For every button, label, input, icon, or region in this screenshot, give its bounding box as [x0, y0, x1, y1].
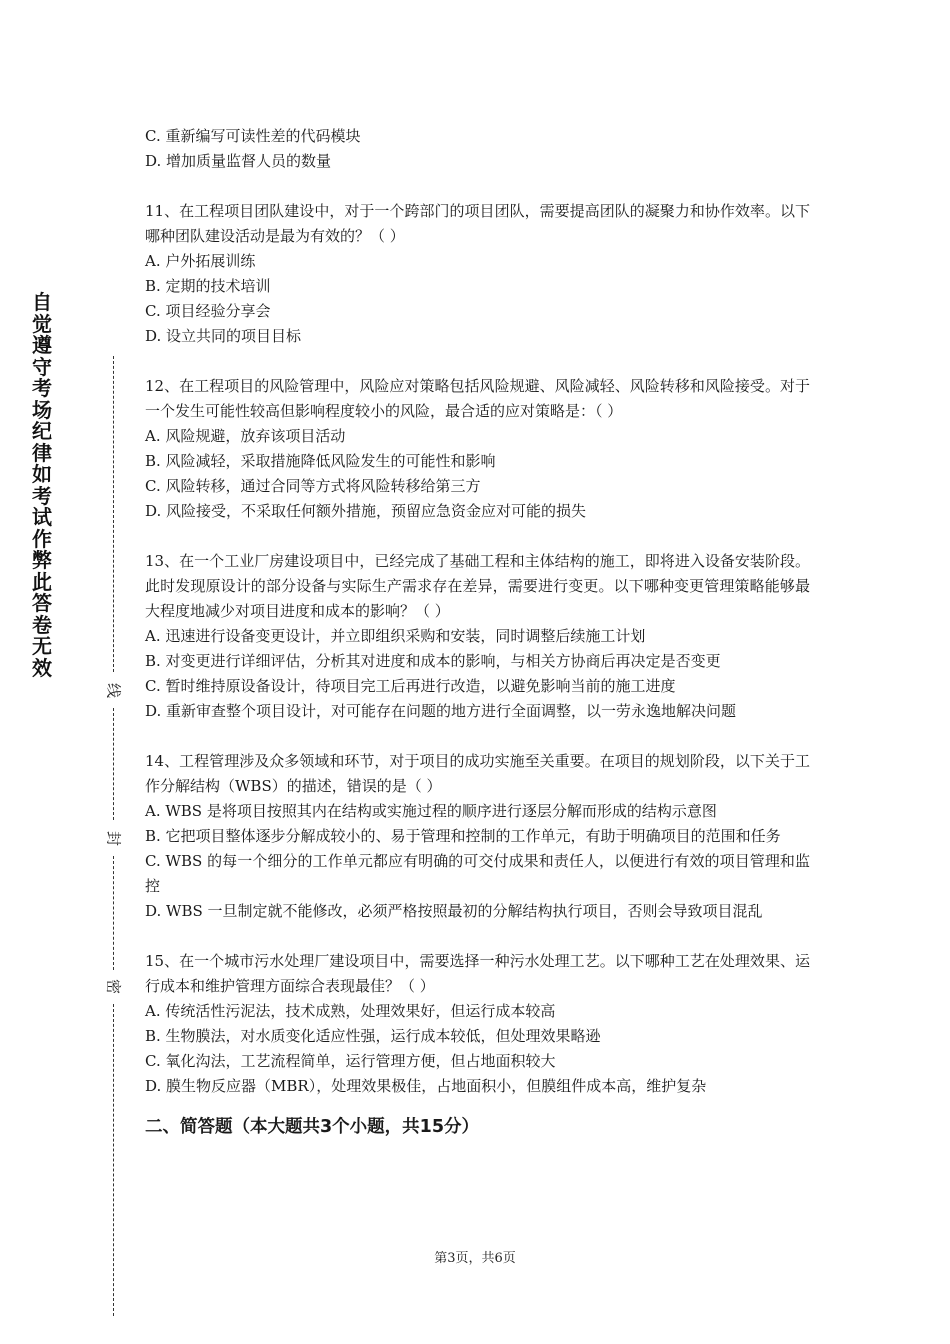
option-line: B. 定期的技术培训 — [145, 277, 271, 295]
question-stem: 14、工程管理涉及众多领域和环节，对于项目的成功实施至关重要。在项目的规划阶段，以下关于工作分解结构（WBS）的描述，错误的是（ ） — [145, 752, 810, 795]
seal-dashed-line-top — [113, 356, 114, 672]
option-line: C. 氧化沟法，工艺流程简单，运行管理方便，但占地面积较大 — [145, 1052, 556, 1070]
question-13 — [145, 549, 810, 724]
option-line: A. 风险规避，放弃该项目活动 — [145, 427, 346, 445]
question-12 — [145, 374, 810, 524]
option-line: D. 膜生物反应器（MBR），处理效果极佳，占地面积小，但膜组件成本高，维护复杂 — [145, 1077, 707, 1095]
option-line: D. 风险接受，不采取任何额外措施，预留应急资金应对可能的损失 — [145, 502, 587, 520]
section-title: 二、简答题（本大题共3个小题，共15分） — [145, 1117, 480, 1137]
seal-dashed-line-lower — [113, 856, 114, 970]
option-line: A. 传统活性污泥法，技术成熟，处理效果好，但运行成本较高 — [145, 1002, 556, 1020]
question-stem: 15、在一个城市污水处理厂建设项目中，需要选择一种污水处理工艺。以下哪种工艺在处理效果、运行成本和维护管理方面综合表现最佳？（ ） — [145, 952, 810, 995]
seal-dashed-line-bottom — [113, 1004, 114, 1316]
option-line: A. 迅速进行设备变更设计，并立即组织采购和安装，同时调整后续施工计划 — [145, 627, 646, 645]
carryover-options — [145, 124, 810, 174]
notice-char: 效 — [32, 655, 52, 680]
option-line: D. 重新审查整个项目设计，对可能存在问题的地方进行全面调整，以一劳永逸地解决问题 — [145, 702, 737, 720]
option-line: B. 它把项目整体逐步分解成较小的、易于管理和控制的工作单元，有助于明确项目的范围和任务 — [145, 827, 781, 845]
exam-discipline-notice — [30, 292, 54, 679]
question-14 — [145, 749, 810, 924]
notice-char: 守 — [32, 354, 52, 379]
notice-char: 如 — [32, 462, 52, 486]
option-line: D. WBS 一旦制定就不能修改，必须严格按照最初的分解结构执行项目，否则会导致项目混乱 — [145, 902, 763, 920]
page-number: 第3页，共6页 — [434, 1251, 516, 1266]
option-line: D. 设立共同的项目目标 — [145, 327, 302, 345]
option-line: C. 重新编写可读性差的代码模块 — [145, 127, 361, 145]
notice-char: 弊 — [32, 548, 52, 572]
notice-char: 遵 — [32, 333, 52, 357]
question-stem: 12、在工程项目的风险管理中，风险应对策略包括风险规避、风险减轻、风险转移和风险接受。对于一个发生可能性较高但影响程度较小的风险，最合适的应对策略是：（ ） — [145, 377, 810, 420]
option-line: B. 风险减轻，采取措施降低风险发生的可能性和影响 — [145, 452, 496, 470]
notice-char: 纪 — [32, 419, 52, 443]
notice-char: 此 — [32, 569, 52, 594]
option-line: A. 户外拓展训练 — [145, 252, 256, 270]
seal-close-label: 密 — [104, 978, 123, 994]
option-line: D. 增加质量监督人员的数量 — [145, 152, 332, 170]
notice-char: 考 — [32, 376, 52, 400]
option-line: C. 项目经验分享会 — [145, 302, 271, 320]
notice-char: 律 — [32, 440, 52, 465]
question-11 — [145, 199, 810, 349]
notice-char: 答 — [32, 591, 52, 615]
seal-dashed-line-middle — [113, 708, 114, 820]
notice-char: 自 — [32, 290, 52, 314]
question-15 — [145, 949, 810, 1099]
notice-char: 作 — [32, 526, 52, 551]
notice-char: 无 — [32, 634, 52, 658]
notice-char: 考 — [32, 483, 52, 508]
option-line: C. WBS 的每一个细分的工作单元都应有明确的可交付成果和责任人，以便进行有效的项目管理和监控 — [145, 852, 810, 895]
option-line: A. WBS 是将项目按照其内在结构或实施过程的顺序进行逐层分解而形成的结构示意图 — [145, 802, 717, 820]
option-line: B. 生物膜法，对水质变化适应性强，运行成本较低，但处理效果略逊 — [145, 1027, 601, 1045]
option-line: C. 暂时维持原设备设计，待项目完工后再进行改造，以避免影响当前的施工进度 — [145, 677, 676, 695]
exam-content — [145, 124, 810, 1140]
notice-char: 场 — [32, 397, 52, 422]
option-line: B. 对变更进行详细评估，分析其对进度和成本的影响，与相关方协商后再决定是否变更 — [145, 652, 721, 670]
notice-char: 觉 — [32, 311, 52, 336]
question-stem: 13、在一个工业厂房建设项目中，已经完成了基础工程和主体结构的施工，即将进入设备安装阶段。此时发现原设计的部分设备与实际生产需求存在差异，需要进行变更。以下哪种变更管理策略能够最大程度地减少对项目进度和成本的影响？（ ） — [145, 552, 810, 620]
option-line: C. 风险转移，通过合同等方式将风险转移给第三方 — [145, 477, 481, 495]
seal-seal-label: 封 — [104, 830, 123, 846]
seal-line-label: 线 — [104, 682, 123, 698]
notice-char: 卷 — [32, 612, 52, 637]
notice-char: 试 — [32, 505, 52, 529]
question-stem: 11、在工程项目团队建设中，对于一个跨部门的项目团队，需要提高团队的凝聚力和协作效率。以下哪种团队建设活动是最为有效的？（ ） — [145, 202, 810, 245]
